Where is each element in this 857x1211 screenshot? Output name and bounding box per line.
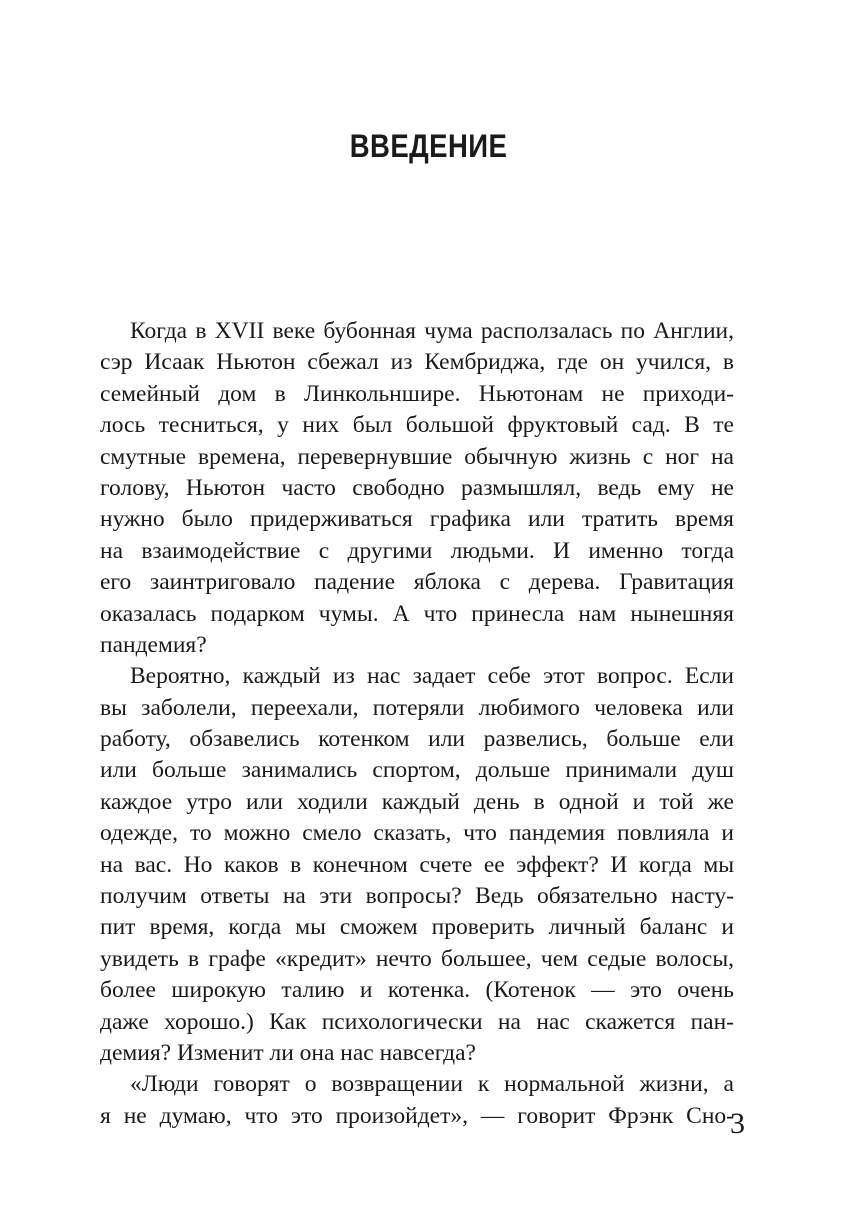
chapter-title: ВВЕДЕНИЕ: [349, 128, 508, 164]
text-line: пандемия?: [100, 631, 207, 658]
text-line: Когда в XVII веке бубонная чума расползалась по Англии,: [130, 318, 734, 344]
text-line: оказалась подарком чумы. А что принесла нам нынешняя: [100, 600, 734, 627]
body-text: [100, 316, 734, 1132]
text-line: сэр Исаак Ньютон сбежал из Кембриджа, где он учился, в: [100, 349, 734, 376]
text-line: или больше занимались спортом, дольше принимали душ: [100, 757, 734, 784]
text-line: голову, Ньютон часто свободно размышлял, ведь ему не: [100, 474, 734, 501]
text-line: нужно было придерживаться графика или тратить время: [100, 506, 734, 533]
text-line: его заинтриговало падение яблока с дерева. Гравитация: [100, 569, 734, 596]
text-line: работу, обзавелись котенком или развелись, больше ели: [100, 726, 734, 753]
text-line: «Люди говорят о возвращении к нормальной жизни, а: [130, 1071, 734, 1098]
text-line: семейный дом в Линкольншире. Ньютонам не приходи-: [100, 380, 734, 407]
text-line: получим ответы на эти вопросы? Ведь обязательно насту-: [100, 883, 734, 910]
text-line: лось тесниться, у них был большой фруктовый сад. В те: [100, 412, 734, 439]
text-line: на вас. Но каков в конечном счете ее эффект? И когда мы: [100, 851, 734, 878]
paragraph-3: [100, 1069, 734, 1132]
text-line: на взаимодействие с другими людьми. И именно тогда: [100, 537, 734, 564]
text-line: смутные времена, перевернувшие обычную жизнь с ног на: [100, 443, 734, 470]
text-line: более широкую талию и котенка. (Котенок — это очень: [100, 977, 734, 1004]
text-line: одежде, то можно смело сказать, что пандемия повлияла и: [100, 820, 734, 847]
text-line: пит время, когда мы сможем проверить личный баланс и: [100, 914, 734, 941]
text-line: каждое утро или ходили каждый день в одной и той же: [100, 788, 734, 815]
text-line: Вероятно, каждый из нас задает себе этот вопрос. Если: [130, 663, 734, 690]
paragraph-2: [100, 661, 734, 1069]
paragraph-1: [100, 316, 734, 661]
text-line: демия? Изменит ли она нас навсегда?: [100, 1039, 476, 1066]
text-line: увидеть в графе «кредит» нечто большее, чем седые волосы,: [100, 945, 734, 972]
page-number: 3: [730, 1107, 745, 1140]
text-line: я не думаю, что это произойдет», — говорит Фрэнк Сно-: [100, 1102, 734, 1129]
text-line: даже хорошо.) Как психологически на нас скажется пан-: [100, 1008, 734, 1035]
text-line: вы заболели, переехали, потеряли любимого человека или: [100, 694, 734, 721]
